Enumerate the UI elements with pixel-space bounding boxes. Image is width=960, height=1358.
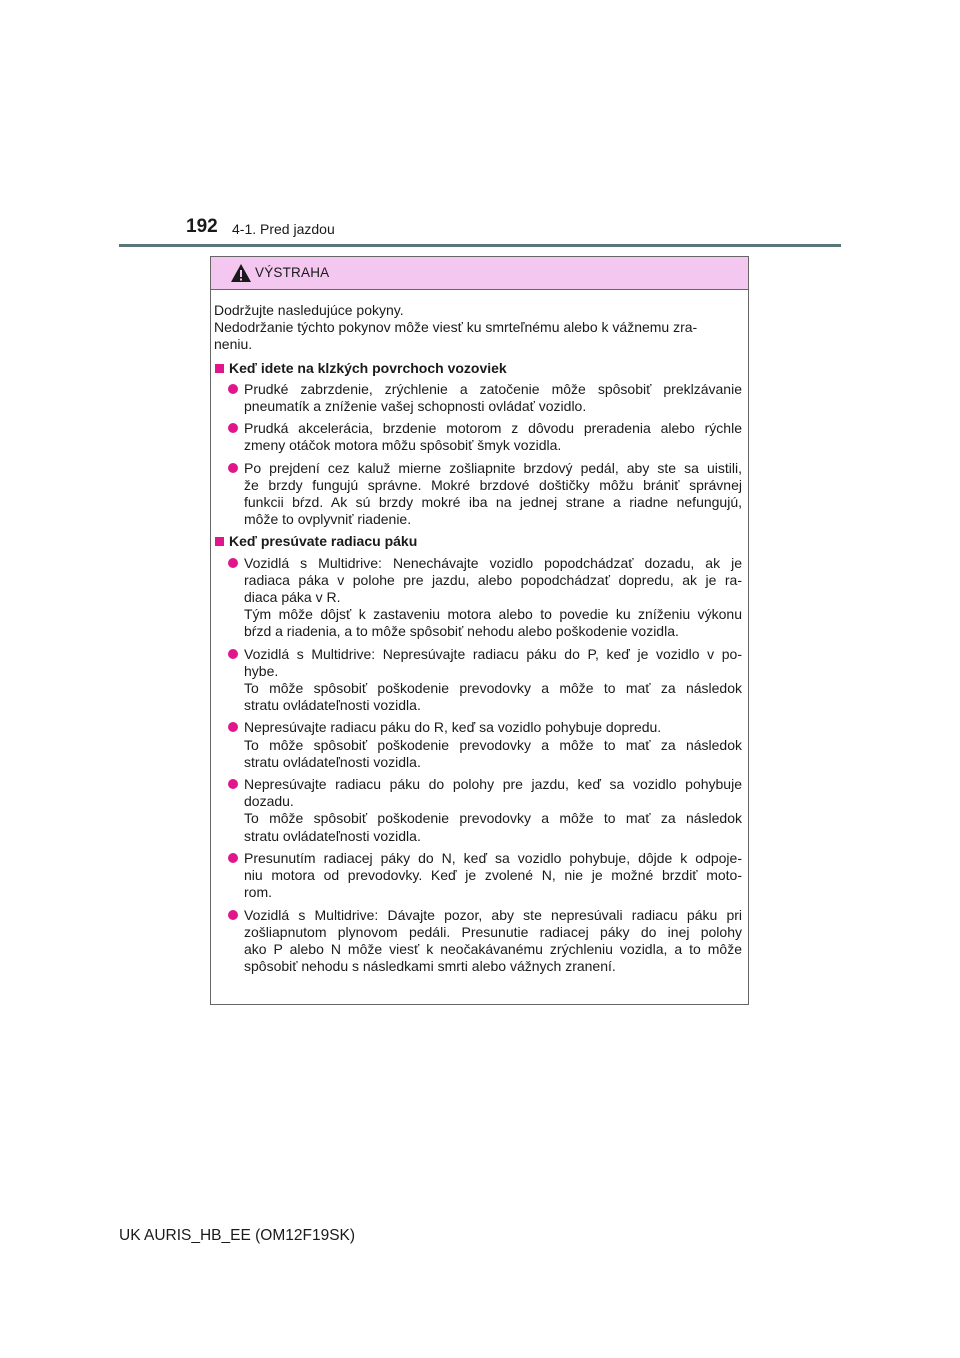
intro-line: neniu. — [214, 336, 253, 353]
item-line: Tým môže dôjsť k zastaveniu motora alebo to povedie ku zníženiu výkonu — [244, 606, 742, 623]
item-line: Nepresúvajte radiacu páku do polohy pre jazdu, keď sa vozidlo pohybuje — [244, 776, 742, 793]
subsection-heading-text: Keď presúvate radiacu páku — [229, 533, 418, 550]
warning-title: VÝSTRAHA — [255, 265, 330, 280]
item-line: diaca páka v R. — [244, 589, 341, 606]
item-line: niu motora od prevodovky. Keď je zvolené N, nie je možné brzdiť moto- — [244, 867, 742, 884]
warning-item — [214, 420, 742, 454]
square-bullet-icon — [215, 537, 224, 546]
item-line: hybe. — [244, 662, 279, 679]
item-line: Presunutím radiacej páky do N, keď sa vozidlo pohybuje, dôjde k odpoje- — [244, 849, 742, 866]
warning-sections — [214, 360, 742, 976]
circle-bullet-icon — [228, 463, 238, 473]
warning-subsection — [214, 533, 742, 975]
item-line: radiaca páka v polohe pre jazdu, alebo popodchádzať dopredu, ak je ra- — [244, 571, 742, 588]
subsection-heading — [214, 360, 742, 377]
warning-triangle-icon — [230, 263, 252, 283]
item-line: rom. — [244, 884, 272, 901]
circle-bullet-icon — [228, 910, 238, 920]
item-line: Nepresúvajte radiacu páku do R, keď sa vozidlo pohybuje dopredu. — [244, 719, 662, 736]
warning-item — [214, 907, 742, 976]
page-number: 192 — [186, 216, 218, 237]
warning-box — [210, 256, 749, 1005]
item-line: zmeny otáčok motora môžu spôsobiť šmyk vozidla. — [244, 437, 562, 454]
circle-bullet-icon — [228, 649, 238, 659]
subsection-heading-text: Keď idete na klzkých povrchoch vozoviek — [229, 359, 507, 376]
circle-bullet-icon — [228, 779, 238, 789]
intro-line: Nedodržanie týchto pokynov môže viesť ku smrteľnému alebo k vážnemu zra- — [214, 319, 698, 336]
warning-item — [214, 850, 742, 902]
item-line: To môže spôsobiť poškodenie prevodovky a môže to mať za následok — [244, 810, 742, 827]
warning-item — [214, 719, 742, 771]
item-line: To môže spôsobiť poškodenie prevodovky a môže to mať za následok — [244, 736, 742, 753]
section-title: 4-1. Pred jazdou — [232, 221, 335, 237]
item-line: že brzdy fungujú správne. Mokré brzdové doštičky môžu brániť správnej — [244, 476, 742, 493]
subsection-heading — [214, 533, 742, 550]
item-line: funkcii bŕzd. Ak sú brzdy mokré iba na jednej strane a riadne nefungujú, — [244, 494, 742, 511]
item-line: pneumatík a zníženie vašej schopnosti ovládať vozidlo. — [244, 398, 587, 415]
item-line: stratu ovládateľnosti vozidla. — [244, 697, 421, 714]
item-line: To môže spôsobiť poškodenie prevodovky a môže to mať za následok — [244, 680, 742, 697]
warning-item — [214, 381, 742, 415]
item-line: Vozidlá s Multidrive: Nenechávajte vozidlo popodchádzať dozadu, ak je — [244, 554, 742, 571]
item-line: ako P alebo N môže viesť k neočakávanému zrýchleniu vozidla, a to môže — [244, 940, 742, 957]
header-rule — [119, 244, 841, 247]
item-line: stratu ovládateľnosti vozidla. — [244, 827, 421, 844]
item-line: zošliapnutom plynovom pedáli. Presunutie radiacej páky do inej polohy — [244, 923, 742, 940]
item-line: stratu ovládateľnosti vozidla. — [244, 753, 421, 770]
item-line: Vozidlá s Multidrive: Dávajte pozor, aby ste nepresúvali radiacu páku pri — [244, 906, 742, 923]
circle-bullet-icon — [228, 558, 238, 568]
warning-header — [211, 257, 748, 290]
item-line: Po prejdení cez kaluž mierne zošliapnite brzdový pedál, aby ste sa uistili, — [244, 459, 742, 476]
item-line: spôsobiť nehodu s následkami smrti alebo vážnych zranení. — [244, 958, 616, 975]
item-line: bŕzd a riadenia, a to môže spôsobiť nehodu alebo poškodenie vozidla. — [244, 623, 679, 640]
circle-bullet-icon — [228, 722, 238, 732]
item-line: Vozidlá s Multidrive: Nepresúvajte radiacu páku do P, keď je vozidlo v po- — [244, 645, 742, 662]
item-line: dozadu. — [244, 793, 294, 810]
warning-subsection — [214, 360, 742, 529]
intro-line: Dodržujte nasledujúce pokyny. — [214, 302, 404, 318]
item-line: Prudká akcelerácia, brzdenie motorom z dôvodu preradenia alebo rýchle — [244, 420, 742, 437]
warning-item — [214, 460, 742, 529]
item-line: môže to ovplyvniť riadenie. — [244, 511, 412, 528]
circle-bullet-icon — [228, 423, 238, 433]
circle-bullet-icon — [228, 384, 238, 394]
warning-item — [214, 646, 742, 715]
square-bullet-icon — [215, 364, 224, 373]
footer-doc-id: UK AURIS_HB_EE (OM12F19SK) — [119, 1227, 356, 1244]
warning-body — [211, 290, 748, 975]
circle-bullet-icon — [228, 853, 238, 863]
item-line: Prudké zabrzdenie, zrýchlenie a zatočenie môže spôsobiť preklzávanie — [244, 380, 742, 397]
warning-item — [214, 776, 742, 845]
warning-item — [214, 555, 742, 641]
warning-intro — [214, 302, 742, 354]
